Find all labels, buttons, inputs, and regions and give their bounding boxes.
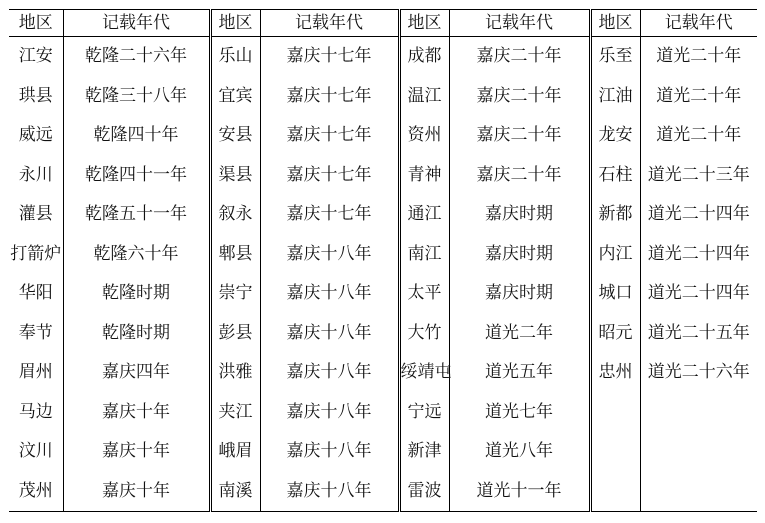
col-header-region: 地区 <box>210 10 260 37</box>
year-cell: 嘉庆十八年 <box>260 472 399 512</box>
year-cell: 乾隆四十年 <box>63 116 210 156</box>
region-cell: 城口 <box>590 274 640 314</box>
year-cell: 嘉庆二十年 <box>449 37 590 77</box>
year-cell: 道光七年 <box>449 393 590 433</box>
year-cell: 嘉庆时期 <box>449 274 590 314</box>
table-row <box>9 432 757 472</box>
region-cell: 乐至 <box>590 37 640 77</box>
region-cell: 宁远 <box>399 393 449 433</box>
region-cell <box>590 393 640 433</box>
table-row <box>9 116 757 156</box>
year-cell <box>640 472 757 512</box>
region-cell: 华阳 <box>9 274 63 314</box>
region-cell: 雷波 <box>399 472 449 512</box>
region-cell: 洪雅 <box>210 353 260 393</box>
region-cell: 郫县 <box>210 235 260 275</box>
year-cell: 嘉庆二十年 <box>449 116 590 156</box>
year-cell: 道光八年 <box>449 432 590 472</box>
region-cell <box>590 472 640 512</box>
region-cell: 彭县 <box>210 314 260 354</box>
region-cell: 渠县 <box>210 156 260 196</box>
region-cell: 汶川 <box>9 432 63 472</box>
year-cell <box>640 393 757 433</box>
year-cell: 嘉庆十七年 <box>260 77 399 117</box>
year-cell: 道光二十四年 <box>640 235 757 275</box>
year-cell: 道光二十年 <box>640 116 757 156</box>
region-cell: 江油 <box>590 77 640 117</box>
region-cell: 峨眉 <box>210 432 260 472</box>
year-cell: 嘉庆二十年 <box>449 156 590 196</box>
header-row <box>9 10 757 37</box>
year-cell: 道光十一年 <box>449 472 590 512</box>
region-cell: 眉州 <box>9 353 63 393</box>
col-header-region: 地区 <box>9 10 63 37</box>
region-cell: 大竹 <box>399 314 449 354</box>
region-cell: 叙永 <box>210 195 260 235</box>
year-cell: 道光二十四年 <box>640 274 757 314</box>
year-cell: 嘉庆十八年 <box>260 393 399 433</box>
table-row <box>9 274 757 314</box>
year-cell: 道光二十年 <box>640 37 757 77</box>
region-cell: 新都 <box>590 195 640 235</box>
region-cell: 成都 <box>399 37 449 77</box>
table-row <box>9 195 757 235</box>
year-cell: 嘉庆时期 <box>449 235 590 275</box>
year-cell: 乾隆时期 <box>63 274 210 314</box>
year-cell: 道光二十四年 <box>640 195 757 235</box>
year-cell: 嘉庆十八年 <box>260 235 399 275</box>
year-cell: 乾隆四十一年 <box>63 156 210 196</box>
region-cell: 马边 <box>9 393 63 433</box>
region-cell: 忠州 <box>590 353 640 393</box>
year-cell: 嘉庆四年 <box>63 353 210 393</box>
year-cell: 道光二十六年 <box>640 353 757 393</box>
region-cell: 威远 <box>9 116 63 156</box>
region-cell: 珙县 <box>9 77 63 117</box>
region-cell: 资州 <box>399 116 449 156</box>
year-cell: 嘉庆十年 <box>63 393 210 433</box>
year-cell: 嘉庆十七年 <box>260 195 399 235</box>
region-cell: 永川 <box>9 156 63 196</box>
year-cell: 道光二十年 <box>640 77 757 117</box>
region-cell: 龙安 <box>590 116 640 156</box>
region-cell: 太平 <box>399 274 449 314</box>
year-cell: 嘉庆十七年 <box>260 37 399 77</box>
year-cell: 乾隆五十一年 <box>63 195 210 235</box>
year-cell: 嘉庆十八年 <box>260 314 399 354</box>
year-cell: 乾隆三十八年 <box>63 77 210 117</box>
region-cell: 绥靖屯 <box>399 353 449 393</box>
table-row <box>9 393 757 433</box>
year-cell: 嘉庆十八年 <box>260 274 399 314</box>
region-cell: 南江 <box>399 235 449 275</box>
col-header-year: 记载年代 <box>640 10 757 37</box>
col-header-region: 地区 <box>399 10 449 37</box>
year-cell: 道光五年 <box>449 353 590 393</box>
year-cell: 嘉庆二十年 <box>449 77 590 117</box>
col-header-year: 记载年代 <box>63 10 210 37</box>
col-header-region: 地区 <box>590 10 640 37</box>
region-cell: 乐山 <box>210 37 260 77</box>
region-cell: 茂州 <box>9 472 63 512</box>
region-cell: 打箭炉 <box>9 235 63 275</box>
year-cell: 嘉庆十年 <box>63 472 210 512</box>
region-cell: 宜宾 <box>210 77 260 117</box>
region-cell: 安县 <box>210 116 260 156</box>
year-cell: 乾隆二十六年 <box>63 37 210 77</box>
col-header-year: 记载年代 <box>449 10 590 37</box>
region-cell: 江安 <box>9 37 63 77</box>
year-cell: 乾隆时期 <box>63 314 210 354</box>
region-cell: 通江 <box>399 195 449 235</box>
table-row <box>9 235 757 275</box>
table-row <box>9 314 757 354</box>
region-cell: 青神 <box>399 156 449 196</box>
table-row <box>9 353 757 393</box>
region-cell: 奉节 <box>9 314 63 354</box>
region-cell <box>590 432 640 472</box>
records-table <box>9 9 757 512</box>
year-cell: 道光二十三年 <box>640 156 757 196</box>
region-cell: 石柱 <box>590 156 640 196</box>
region-cell: 崇宁 <box>210 274 260 314</box>
year-cell <box>640 432 757 472</box>
table-row <box>9 156 757 196</box>
year-cell: 道光二十五年 <box>640 314 757 354</box>
year-cell: 嘉庆时期 <box>449 195 590 235</box>
table-row <box>9 77 757 117</box>
region-cell: 新津 <box>399 432 449 472</box>
table-row <box>9 37 757 77</box>
region-cell: 昭元 <box>590 314 640 354</box>
col-header-year: 记载年代 <box>260 10 399 37</box>
year-cell: 嘉庆十年 <box>63 432 210 472</box>
table-body <box>9 37 757 512</box>
region-cell: 夹江 <box>210 393 260 433</box>
year-cell: 道光二年 <box>449 314 590 354</box>
year-cell: 乾隆六十年 <box>63 235 210 275</box>
region-cell: 内江 <box>590 235 640 275</box>
year-cell: 嘉庆十七年 <box>260 156 399 196</box>
region-cell: 温江 <box>399 77 449 117</box>
year-cell: 嘉庆十八年 <box>260 432 399 472</box>
year-cell: 嘉庆十七年 <box>260 116 399 156</box>
table-row <box>9 472 757 512</box>
region-cell: 灌县 <box>9 195 63 235</box>
region-cell: 南溪 <box>210 472 260 512</box>
year-cell: 嘉庆十八年 <box>260 353 399 393</box>
